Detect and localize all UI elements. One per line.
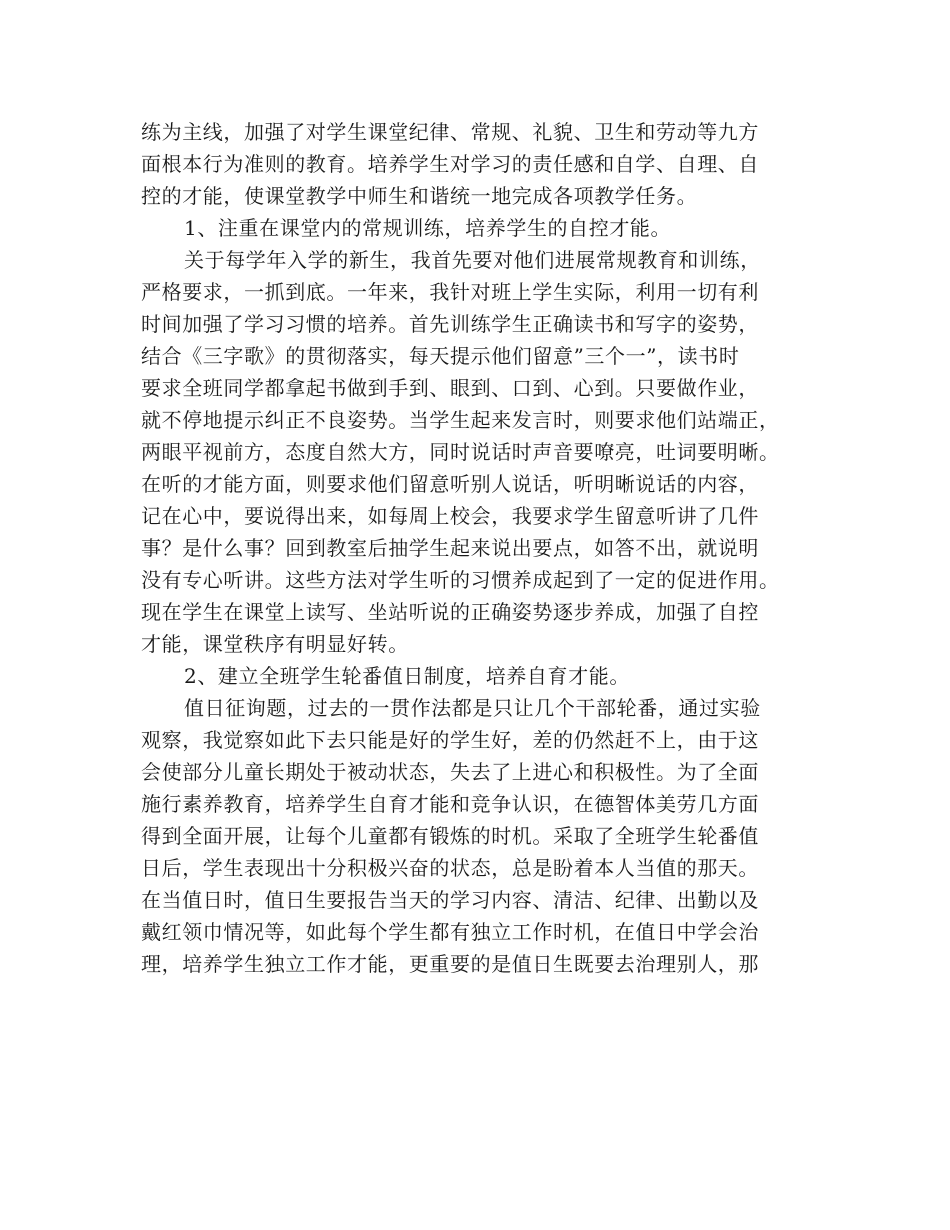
text-line: 得到全面开展，让每个儿童都有锻炼的时机。采取了全班学生轮番值 [141, 824, 759, 848]
text-line: 戴红领巾情况等，如此每个学生都有独立工作时机，在值日中学会治 [141, 920, 759, 944]
text-line: 观察，我觉察如此下去只能是好的学生好，差的仍然赶不上，由于这 [141, 728, 759, 752]
text-line: 面根本行为准则的教育。培养学生对学习的责任感和自学、自理、自 [141, 152, 759, 176]
text-line: 严格要求，一抓到底。一年来，我针对班上学生实际，利用一切有利 [141, 280, 759, 304]
text-line: 值日征询题，过去的一贯作法都是只让几个干部轮番，通过实验 [184, 696, 761, 720]
text-line: 现在学生在课堂上读写、坐站听说的正确姿势逐步养成，加强了自控 [141, 600, 759, 624]
text-line: 关于每学年入学的新生，我首先要对他们进展常规教育和训练， [184, 248, 761, 272]
text-line: 在听的才能方面，则要求他们留意听别人说话，听明晰说话的内容， [141, 472, 759, 496]
section-heading-2: 2、建立全班学生轮番值日制度，培养自育才能。 [184, 664, 630, 688]
text-line: 没有专心听讲。这些方法对学生听的习惯养成起到了一定的促进作用。 [141, 568, 780, 592]
text-line: 控的才能，使课堂教学中师生和谐统一地完成各项教学任务。 [141, 184, 698, 208]
text-line: 要求全班同学都拿起书做到手到、眼到、口到、心到。只要做作业， [141, 376, 759, 400]
text-line: 会使部分儿童长期处于被动状态，失去了上进心和积极性。为了全面 [141, 760, 759, 784]
text-line: 施行素养教育，培养学生自育才能和竞争认识，在德智体美劳几方面 [141, 792, 759, 816]
text-line: 时间加强了学习习惯的培养。首先训练学生正确读书和写字的姿势， [141, 312, 759, 336]
text-line: 理，培养学生独立工作才能，更重要的是值日生既要去治理别人，那 [141, 952, 759, 976]
text-line: 记在心中，要说得出来，如每周上校会，我要求学生留意听讲了几件 [141, 504, 759, 528]
text-line: 在当值日时，值日生要报告当天的学习内容、清洁、纪律、出勤以及 [141, 888, 759, 912]
text-line: 才能，课堂秩序有明显好转。 [141, 632, 409, 656]
text-line: 日后，学生表现出十分积极兴奋的状态，总是盼着本人当值的那天。 [141, 856, 759, 880]
text-line: 两眼平视前方，态度自然大方，同时说话时声音要嘹亮，吐词要明晰。 [141, 440, 780, 464]
text-line: 结合《三字歌》的贯彻落实，每天提示他们留意”三个一”，读书时 [141, 344, 740, 368]
section-heading-1: 1、注重在课堂内的常规训练，培养学生的自控才能。 [184, 216, 672, 240]
text-line: 就不停地提示纠正不良姿势。当学生起来发言时，则要求他们站端正， [141, 408, 780, 432]
text-line: 练为主线，加强了对学生课堂纪律、常规、礼貌、卫生和劳动等九方 [141, 120, 759, 144]
body-text [141, 116, 813, 980]
text-line: 事？是什么事？回到教室后抽学生起来说出要点，如答不出，就说明 [141, 536, 759, 560]
